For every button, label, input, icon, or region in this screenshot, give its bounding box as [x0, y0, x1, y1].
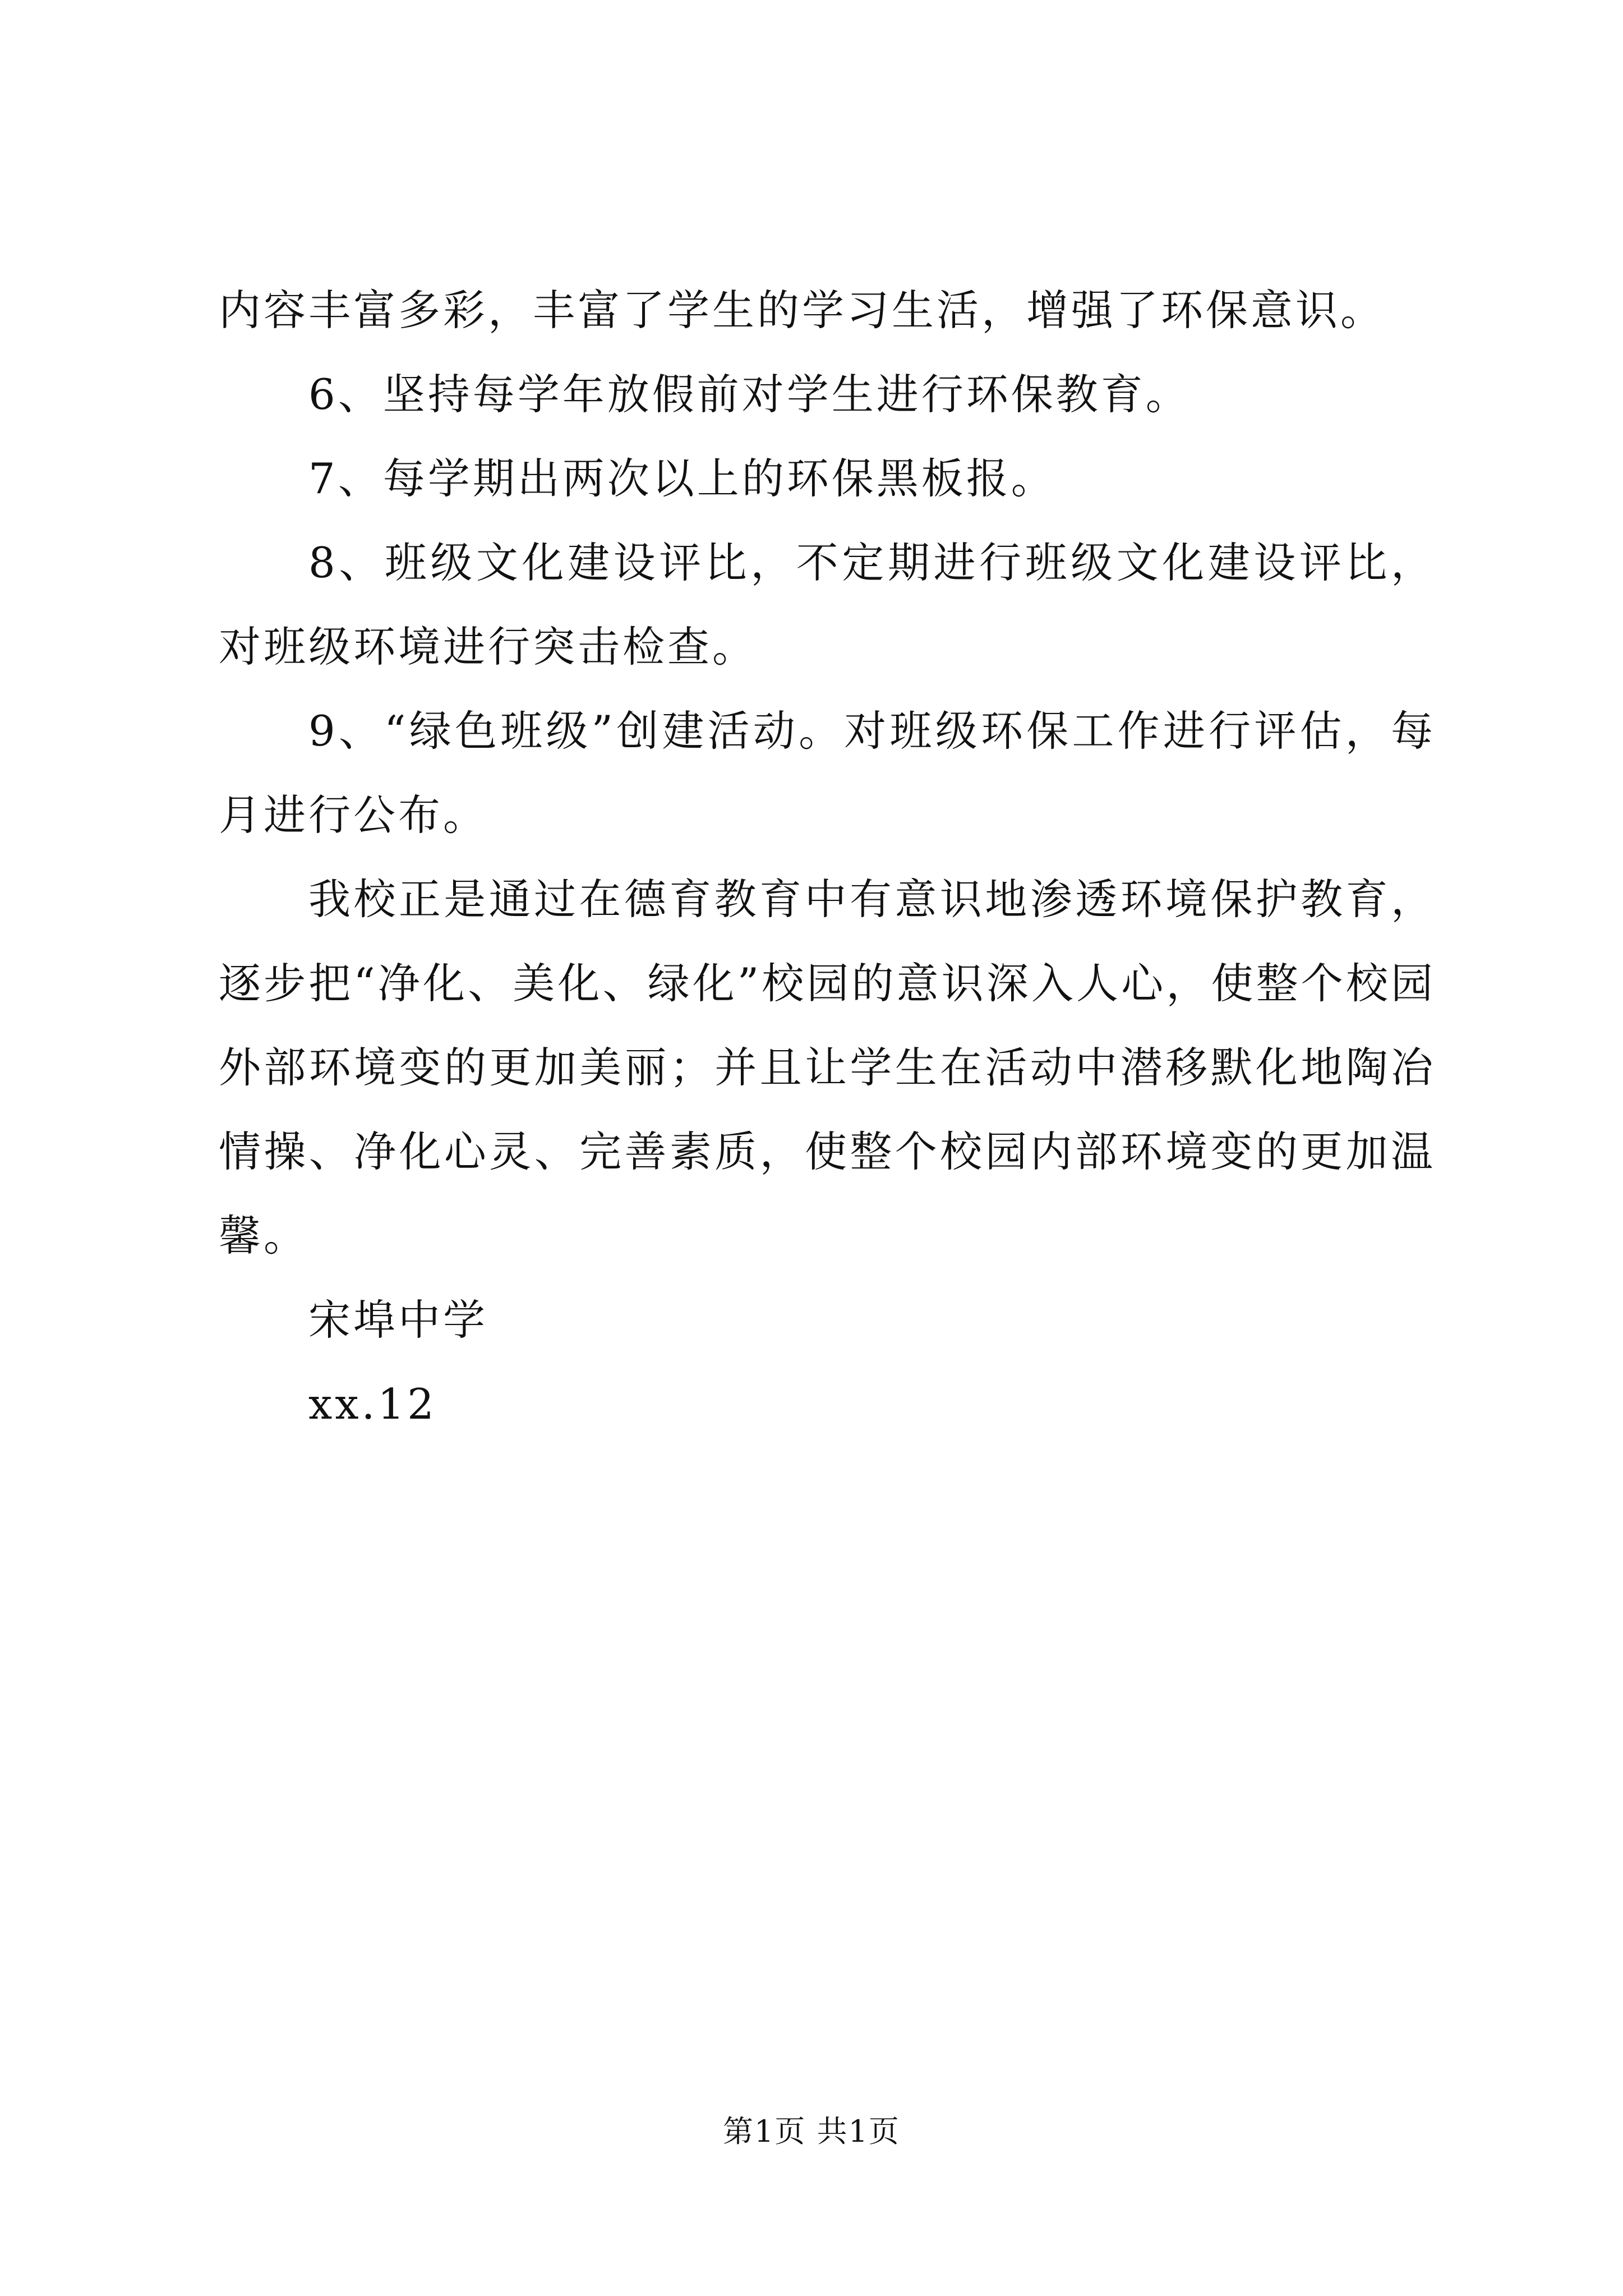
paragraph-conclusion: 我校正是通过在德育教育中有意识地渗透环境保护教育，逐步把“净化、美化、绿化”校园的意识深入人心，使整个校园外部环境变的更加美丽；并且让学生在活动中潜移默化地陶冶情操、净化心灵、完善素质，使整个校园内部环境变的更加温馨。: [219, 875, 1436, 1260]
paragraph-item-9: 9、“绿色班级”创建活动。对班级环保工作进行评估，每月进行公布。: [219, 706, 1436, 840]
paragraph-item-8: 8、班级文化建设评比，不定期进行班级文化建设评比，对班级环境进行突击检查。: [219, 538, 1436, 671]
page-footer: 第1页 共1页: [723, 2114, 900, 2149]
paragraph-continuation: 内容丰富多彩，丰富了学生的学习生活，增强了环保意识。: [219, 286, 1386, 335]
signature-date: xx.12: [308, 1379, 437, 1429]
signature-organization: 宋埠中学: [308, 1295, 488, 1345]
paragraph-item-7: 7、每学期出两次以上的环保黑板报。: [308, 454, 1056, 503]
document-body: [219, 268, 1436, 1446]
paragraph-item-6: 6、坚持每学年放假前对学生进行环保教育。: [308, 370, 1191, 419]
